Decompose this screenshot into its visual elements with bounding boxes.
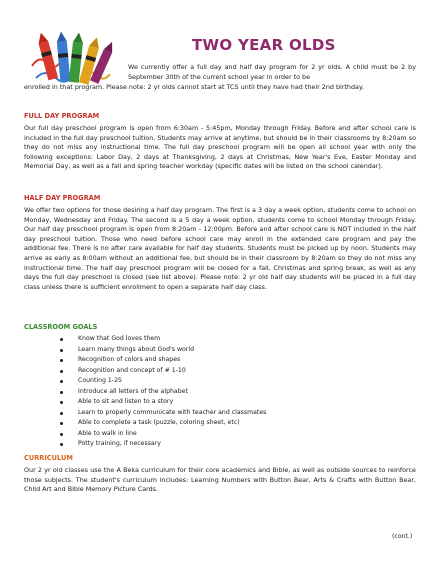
half-day-heading: HALF DAY PROGRAM — [24, 194, 101, 202]
list-item: Learn to properly communicate with teacher and classmates — [56, 408, 386, 419]
curriculum-text: Our 2 yr old classes use the A Beka curriculum for their core academics and Bible, as well as outside sources to reinforce those subjects. The student's curriculum includes: Learning Numbers with Button Bear, Arts & Crafts with Button Bear, Child Art and Bible Memory Picture Cards. — [24, 466, 416, 494]
full-day-heading: FULL DAY PROGRAM — [24, 112, 100, 120]
intro-text: We currently offer a full day and half day program for 2 yr olds. A child must be 2 by September 30th of the current school year in order to be — [128, 63, 416, 81]
list-item: Able to complete a task (puzzle, coloring sheet, etc) — [56, 418, 386, 429]
curriculum-heading: CURRICULUM — [24, 454, 73, 462]
list-item: Able to sit and listen to a story — [56, 397, 386, 408]
half-day-text: We offer two options for those desiring a half day program. The first is a 3 day a week option, students come to school on Monday, Wednesday and Friday. The second is a 5 day a week option, students come to school Monday through Friday. Our half day preschool program is open from 8:20am - 12:00pm. Before and after school care is NOT included in the half day preschool tuition. Those who need before school care may enroll in the extended care program and pay the additional fee. There is no after care available for half day students. Students must be picked up by noon. Students may arrive as early as 8:00am without an additional fee, but should be in their classroom by 8:20am so they do not miss any instructional time. The half day preschool program will be closed for a fall, Christmas and spring break, as well as any days the full day preschool is closed (see list above). Please note: 2 yr old half day students will be placed in a full day class unless there is sufficient enrollment to open a separate half day class. — [24, 206, 416, 291]
classroom-goals-list — [56, 334, 386, 450]
list-item: Recognition of colors and shapes — [56, 355, 386, 366]
intro-text-continued: enrolled in that program. Please note: 2 yr olds cannot start at TCS until they have had their 2nd birthday. — [24, 83, 364, 91]
list-item: Learn many things about God's world — [56, 345, 386, 356]
classroom-goals-heading: CLASSROOM GOALS — [24, 323, 98, 331]
list-item: Able to walk in line — [56, 429, 386, 440]
list-item: Know that God loves them — [56, 334, 386, 345]
continued-note: (cont.) — [392, 533, 413, 540]
list-item: Introduce all letters of the alphabet — [56, 387, 386, 398]
list-item: Recognition and concept of # 1-10 — [56, 366, 386, 377]
page-title: TWO YEAR OLDS — [192, 36, 336, 54]
list-item: Potty training, if necessary — [56, 439, 386, 450]
list-item: Counting 1-25 — [56, 376, 386, 387]
full-day-text: Our full day preschool program is open from 6:30am - 5:45pm, Monday through Friday. Before and after school care is included in the full day preschool tuition. Students may arrive at anytime, but should be in their classrooms by 8:20am so they do not miss any instructional time. The full day preschool program will be open all school year with only the following exceptions: Labor Day, 2 days at Thanksgiving, 2 days at Christmas, New Year's Eve, Easter Monday and Memorial Day, as well as a fall and spring teacher workday (specific dates will be listed on the school calendar). — [24, 124, 416, 171]
